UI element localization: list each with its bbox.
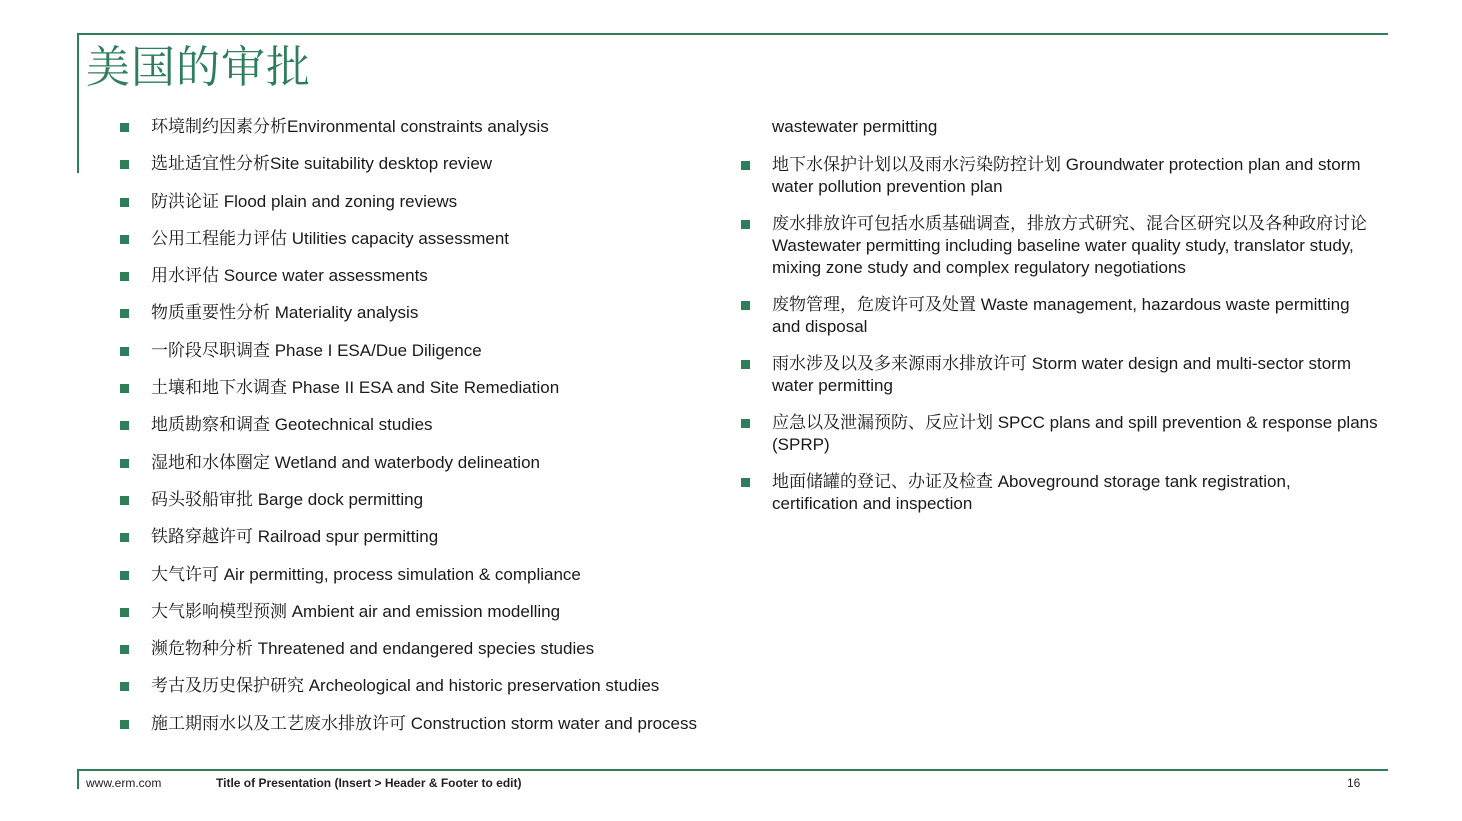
left-bullet-list [118,116,758,750]
left-rule [77,33,79,173]
list-item: 应急以及泄漏预防、反应计划 SPCC plans and spill prevention & response plans (SPRP) [739,412,1379,456]
footer-presentation-title: Title of Presentation (Insert > Header & Footer to edit) [216,776,522,790]
list-item: 防洪论证 Flood plain and zoning reviews [118,191,758,228]
square-bullet-icon [120,235,129,244]
square-bullet-icon [120,421,129,430]
square-bullet-icon [120,347,129,356]
square-bullet-icon [120,123,129,132]
right-bullet-list [739,116,1379,530]
list-item: 大气许可 Air permitting, process simulation & compliance [118,564,758,601]
list-item: 选址适宜性分析Site suitability desktop review [118,153,758,190]
list-item: 废物管理，危废许可及处置 Waste management, hazardous waste permitting and disposal [739,294,1379,338]
top-rule [77,33,1388,35]
square-bullet-icon [120,682,129,691]
list-item: 铁路穿越许可 Railroad spur permitting [118,526,758,563]
square-bullet-icon [120,272,129,281]
list-item: 环境制约因素分析Environmental constraints analysis [118,116,758,153]
footer-url: www.erm.com [86,776,162,790]
square-bullet-icon [120,459,129,468]
footer-left-rule [77,769,79,789]
square-bullet-icon [120,496,129,505]
square-bullet-icon [120,645,129,654]
list-item: 濒危物种分析 Threatened and endangered species studies [118,638,758,675]
list-item: 一阶段尽职调查 Phase I ESA/Due Diligence [118,340,758,377]
list-item: 施工期雨水以及工艺废水排放许可 Construction storm water and process [118,713,758,750]
list-item: 地面储罐的登记、办证及检查 Aboveground storage tank registration, certification and inspection [739,471,1379,515]
square-bullet-icon [741,220,750,229]
square-bullet-icon [120,198,129,207]
list-item: 考古及历史保护研究 Archeological and historic preservation studies [118,675,758,712]
list-item: 用水评估 Source water assessments [118,265,758,302]
list-item: 土壤和地下水调查 Phase II ESA and Site Remediation [118,377,758,414]
list-item-continuation: wastewater permitting [772,117,938,136]
footer-rule [77,769,1388,771]
square-bullet-icon [120,608,129,617]
square-bullet-icon [741,301,750,310]
square-bullet-icon [741,161,750,170]
list-item: 地下水保护计划以及雨水污染防控计划 Groundwater protection plan and storm water pollution prevention plan [739,154,1379,198]
square-bullet-icon [741,478,750,487]
square-bullet-icon [120,571,129,580]
list-item: 物质重要性分析 Materiality analysis [118,302,758,339]
list-item: 码头驳船审批 Barge dock permitting [118,489,758,526]
list-item: 大气影响模型预测 Ambient air and emission modelling [118,601,758,638]
list-item: 地质勘察和调查 Geotechnical studies [118,414,758,451]
list-item: 雨水涉及以及多来源雨水排放许可 Storm water design and multi-sector storm water permitting [739,353,1379,397]
square-bullet-icon [741,360,750,369]
list-item: 废水排放许可包括水质基础调查，排放方式研究、混合区研究以及各种政府讨论 Wastewater permitting including baseline water quality study, translator study, mixing zone study and complex regulatory negotiations [739,213,1379,279]
square-bullet-icon [741,419,750,428]
slide-title: 美国的审批 [86,42,311,93]
square-bullet-icon [120,160,129,169]
square-bullet-icon [120,384,129,393]
page-number: 16 [1347,776,1361,790]
square-bullet-icon [120,533,129,542]
list-item: 湿地和水体圈定 Wetland and waterbody delineation [118,452,758,489]
square-bullet-icon [120,720,129,729]
square-bullet-icon [120,309,129,318]
list-item: 公用工程能力评估 Utilities capacity assessment [118,228,758,265]
